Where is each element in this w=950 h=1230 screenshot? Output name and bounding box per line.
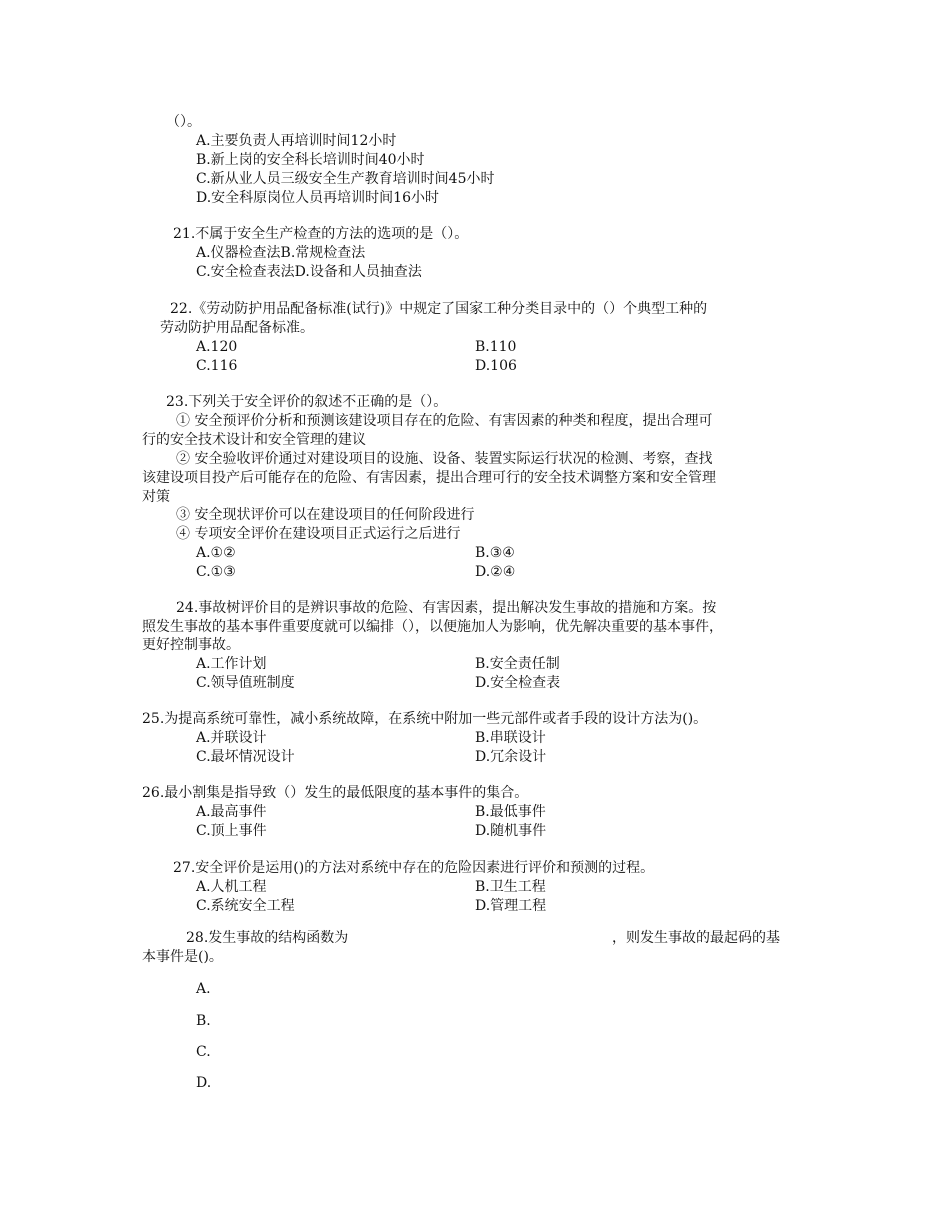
- q22-option-d: D.106: [475, 358, 517, 374]
- q28-option-d: D.: [196, 1075, 212, 1091]
- q24-option-c: C.领导值班制度: [196, 675, 295, 691]
- q22-stem-line-2: 劳动防护用品配备标准。: [160, 320, 314, 336]
- q23-option-c: C.①③: [196, 564, 236, 580]
- q20-option-d: D.安全科原岗位人员再培训时间16小时: [196, 190, 439, 206]
- q23-item-2-line-1: ② 安全验收评价通过对建设项目的设施、设备、装置实际运行状况的检测、考察，查找: [176, 451, 713, 467]
- q23-item-2-line-3: 对策: [142, 489, 170, 505]
- q22-option-a: A.120: [196, 339, 238, 355]
- q21-options-cd: C.安全检查表法D.设备和人员抽查法: [196, 264, 422, 280]
- q25-stem: 25.为提高系统可靠性，减小系统故障，在系统中附加一些元部件或者手段的设计方法为()。: [142, 711, 708, 727]
- q24-stem-line-3: 更好控制事故。: [142, 637, 240, 653]
- q23-item-1-line-1: ① 安全预评价分析和预测该建设项目存在的危险、有害因素的种类和程度，提出合理可: [176, 413, 713, 429]
- q28-option-c: C.: [196, 1044, 211, 1060]
- q23-stem: 23.下列关于安全评价的叙述不正确的是（）。: [166, 394, 448, 410]
- q25-option-b: B.串联设计: [475, 730, 546, 746]
- q27-option-b: B.卫生工程: [475, 879, 546, 895]
- q27-option-c: C.系统安全工程: [196, 898, 295, 914]
- q20-option-b: B.新上岗的安全科长培训时间40小时: [196, 152, 425, 168]
- q26-option-d: D.随机事件: [475, 823, 547, 839]
- q28-stem-line-2: 本事件是()。: [142, 949, 223, 965]
- q21-stem: 21.不属于安全生产检查的方法的选项的是（）。: [173, 226, 469, 242]
- q25-option-c: C.最坏情况设计: [196, 749, 295, 765]
- q20-stem-tail: （）。: [166, 114, 201, 130]
- q26-option-b: B.最低事件: [475, 804, 546, 820]
- q23-item-3: ③ 安全现状评价可以在建设项目的任何阶段进行: [176, 507, 475, 523]
- q23-item-2-line-2: 该建设项目投产后可能存在的危险、有害因素，提出合理可行的安全技术调整方案和安全管理: [142, 470, 716, 486]
- q23-option-b: B.③④: [475, 545, 515, 561]
- q24-option-b: B.安全责任制: [475, 656, 560, 672]
- q22-stem-line-1: 22.《劳动防护用品配备标准(试行)》中规定了国家工种分类目录中的（）个典型工种的: [170, 301, 708, 317]
- q21-options-ab: A.仪器检查法B.常规检查法: [196, 245, 366, 261]
- q25-option-a: A.并联设计: [196, 730, 267, 746]
- q27-option-a: A.人机工程: [196, 879, 267, 895]
- q24-option-d: D.安全检查表: [475, 675, 561, 691]
- q26-stem: 26.最小割集是指导致（）发生的最低限度的基本事件的集合。: [142, 785, 529, 801]
- q28-stem-start: 28.发生事故的结构函数为: [186, 930, 349, 946]
- q20-option-a: A.主要负责人再培训时间12小时: [196, 133, 397, 149]
- q24-stem-line-2: 照发生事故的基本事件重要度就可以编排（），以便施加人为影响，优先解决重要的基本事件，: [142, 619, 723, 635]
- q25-option-d: D.冗余设计: [475, 749, 547, 765]
- q22-option-c: C.116: [196, 358, 238, 374]
- q28-stem-end: ，则发生事故的最起码的基: [612, 930, 780, 946]
- q24-stem-line-1: 24.事故树评价目的是辨识事故的危险、有害因素，提出解决发生事故的措施和方案。按: [176, 600, 717, 616]
- q26-option-a: A.最高事件: [196, 804, 267, 820]
- q23-option-d: D.②④: [475, 564, 516, 580]
- q23-item-4: ④ 专项安全评价在建设项目正式运行之后进行: [176, 526, 461, 542]
- q22-option-b: B.110: [475, 339, 517, 355]
- q23-option-a: A.①②: [196, 545, 236, 561]
- q27-stem: 27.安全评价是运用()的方法对系统中存在的危险因素进行评价和预测的过程。: [173, 860, 655, 876]
- q23-item-1-line-2: 行的安全技术设计和安全管理的建议: [142, 432, 366, 448]
- q28-option-a: A.: [196, 981, 211, 997]
- q28-option-b: B.: [196, 1013, 211, 1029]
- q26-option-c: C.顶上事件: [196, 823, 267, 839]
- q20-option-c: C.新从业人员三级安全生产教育培训时间45小时: [196, 171, 495, 187]
- q24-option-a: A.工作计划: [196, 656, 267, 672]
- q27-option-d: D.管理工程: [475, 898, 547, 914]
